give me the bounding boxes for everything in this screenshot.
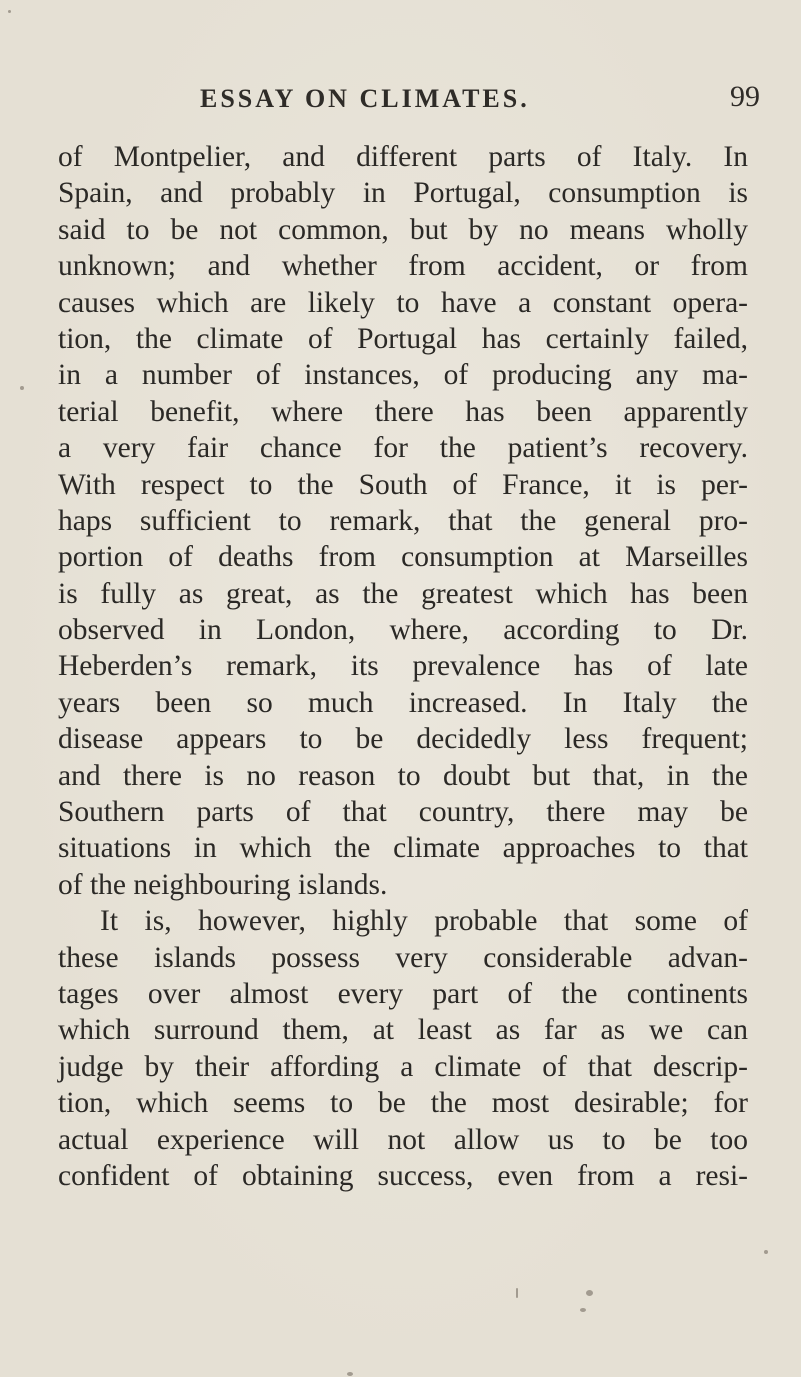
paper-speck bbox=[8, 10, 11, 13]
text-line: tages over almost every part of the continents bbox=[58, 977, 748, 1010]
text-line: causes which are likely to have a constant opera- bbox=[58, 286, 748, 319]
paper-speck bbox=[580, 1308, 586, 1312]
text-line: Spain, and probably in Portugal, consumption is bbox=[58, 177, 748, 210]
paper-speck bbox=[516, 1288, 518, 1298]
text-line: Heberden’s remark, its prevalence has of late bbox=[58, 650, 748, 683]
text-line: terial benefit, where there has been apparently bbox=[58, 395, 748, 428]
text-line: disease appears to be decidedly less frequent; bbox=[58, 723, 748, 756]
text-line: situations in which the climate approaches to that bbox=[58, 832, 748, 865]
running-head bbox=[60, 80, 760, 124]
paper-speck bbox=[586, 1290, 593, 1296]
text-line: in a number of instances, of producing any ma- bbox=[58, 359, 748, 392]
text-line: Southern parts of that country, there may be bbox=[58, 796, 748, 829]
paper-speck bbox=[20, 386, 24, 390]
text-line: tion, which seems to be the most desirable; for bbox=[58, 1087, 748, 1120]
text-line: portion of deaths from consumption at Marseilles bbox=[58, 541, 748, 574]
text-line: these islands possess very considerable advan- bbox=[58, 941, 748, 974]
text-line: said to be not common, but by no means wholly bbox=[58, 213, 748, 246]
text-line: a very fair chance for the patient’s recovery. bbox=[58, 432, 748, 465]
text-line: haps sufficient to remark, that the general pro- bbox=[58, 504, 748, 537]
text-line: is fully as great, as the greatest which has been bbox=[58, 577, 748, 610]
paper-speck bbox=[347, 1372, 353, 1376]
text-line: judge by their affording a climate of that descrip- bbox=[58, 1050, 748, 1083]
text-line: which surround them, at least as far as we can bbox=[58, 1014, 748, 1047]
text-line: unknown; and whether from accident, or from bbox=[58, 250, 748, 283]
text-line: observed in London, where, according to Dr. bbox=[58, 614, 748, 647]
page-number: 99 bbox=[730, 80, 760, 113]
text-line: actual experience will not allow us to be too bbox=[58, 1123, 748, 1156]
text-line: and there is no reason to doubt but that, in the bbox=[58, 759, 748, 792]
text-line: With respect to the South of France, it is per- bbox=[58, 468, 748, 501]
paper-speck bbox=[764, 1250, 768, 1254]
paragraph-start-line: It is, however, highly probable that some of bbox=[100, 905, 748, 938]
paragraph-end-line: of the neighbouring islands. bbox=[58, 868, 388, 901]
text-line: confident of obtaining success, even from a resi- bbox=[58, 1159, 748, 1192]
text-line: of Montpelier, and different parts of Italy. In bbox=[58, 141, 748, 173]
text-line: years been so much increased. In Italy the bbox=[58, 686, 748, 719]
body-text bbox=[58, 139, 748, 1194]
running-head-title: ESSAY ON CLIMATES. bbox=[200, 84, 530, 113]
text-line: tion, the climate of Portugal has certainly failed, bbox=[58, 322, 748, 355]
